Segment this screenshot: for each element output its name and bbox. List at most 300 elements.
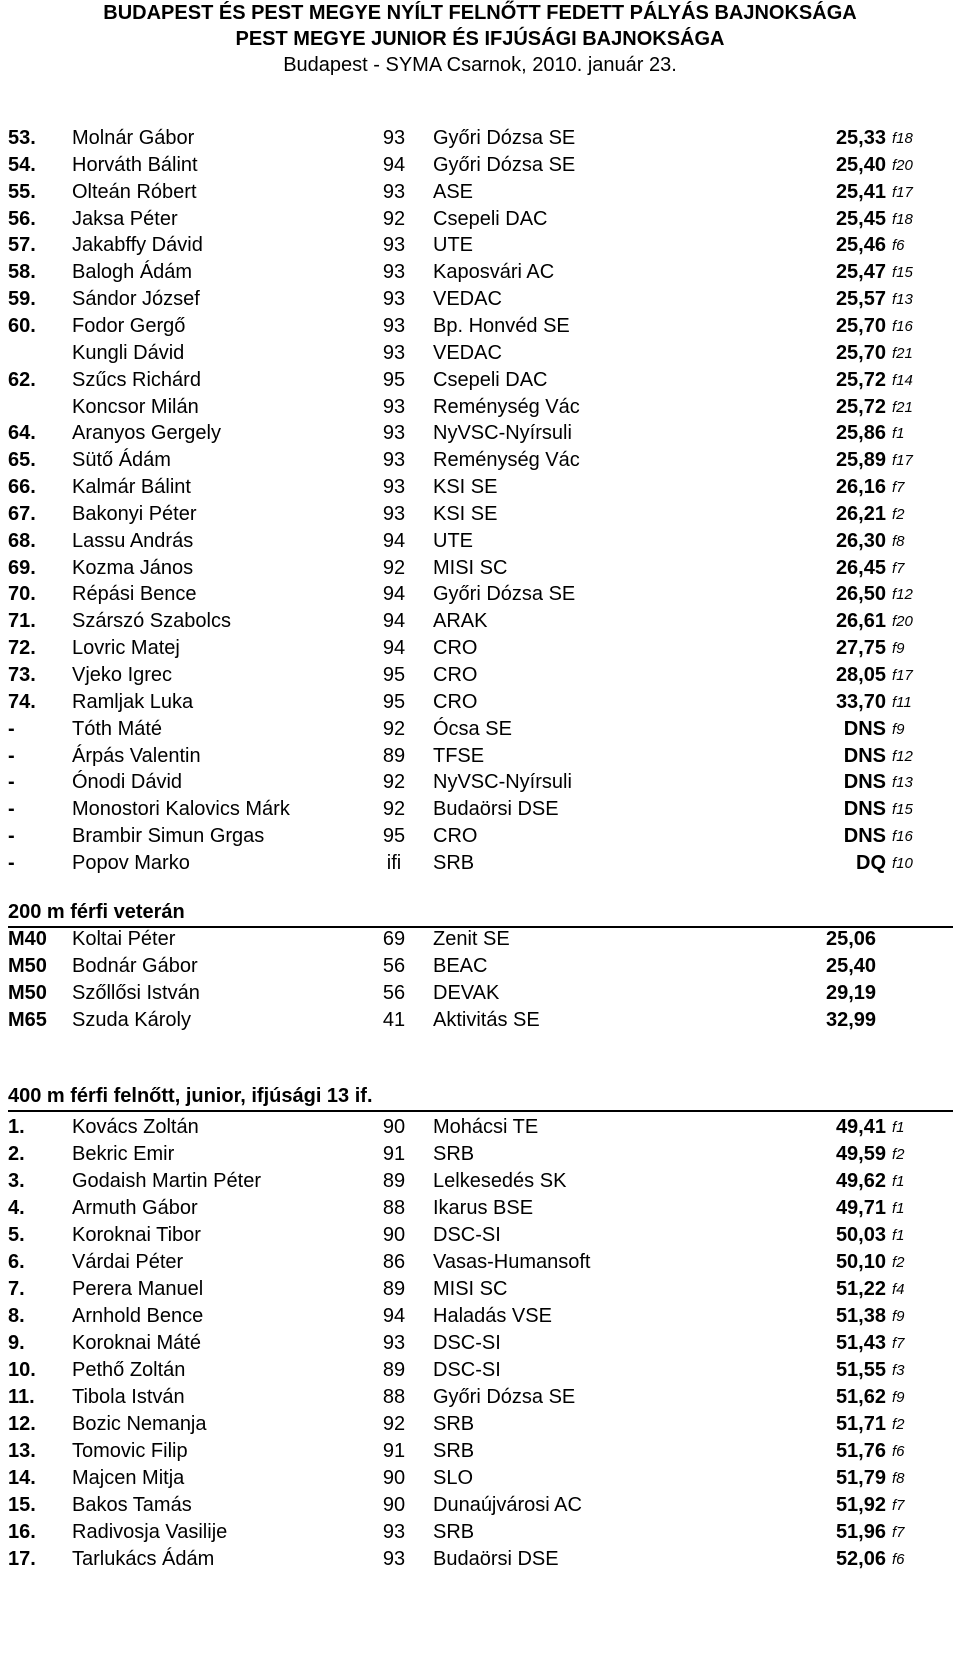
- result-row: [0, 1519, 960, 1546]
- result-time: 51,76: [835, 1440, 886, 1462]
- result-row: [0, 662, 960, 689]
- athlete-name: Sütő Ádám: [72, 449, 171, 472]
- result-time: 49,41: [835, 1116, 886, 1138]
- place: -: [8, 851, 15, 874]
- birth-year: 94: [382, 1305, 406, 1327]
- championship-title: BUDAPEST ÉS PEST MEGYE NYÍLT FELNŐTT FEDETT PÁLYÁS BAJNOKSÁGA: [103, 2, 857, 24]
- heat-number: f13: [892, 291, 913, 309]
- athlete-name: Fodor Gergő: [72, 314, 186, 337]
- result-row: [0, 394, 960, 421]
- result-row: [0, 1141, 960, 1168]
- club-name: SRB: [433, 1413, 475, 1435]
- place: 4.: [8, 1197, 25, 1219]
- heat-number: f14: [892, 371, 913, 389]
- athlete-name: Armuth Gábor: [72, 1197, 198, 1219]
- place: 74.: [8, 690, 36, 713]
- result-time: DNS: [843, 717, 886, 740]
- document-header: [0, 0, 960, 78]
- club-name: DEVAK: [433, 982, 500, 1004]
- club-name: VEDAC: [433, 288, 502, 311]
- heat-number: f1: [892, 1119, 905, 1136]
- club-name: Aktivitás SE: [433, 1009, 540, 1031]
- birth-year: 92: [382, 798, 406, 821]
- club-name: Csepeli DAC: [433, 368, 548, 391]
- birth-year: 95: [382, 690, 406, 713]
- junior-championship-title: PEST MEGYE JUNIOR ÉS IFJÚSÁGI BAJNOKSÁGA: [235, 28, 725, 50]
- heat-number: f9: [892, 720, 905, 738]
- heat-number: f16: [892, 828, 913, 846]
- category: M50: [8, 982, 47, 1004]
- athlete-name: Koncsor Milán: [72, 395, 199, 418]
- place: 65.: [8, 449, 36, 472]
- club-name: Ikarus BSE: [433, 1197, 534, 1219]
- result-row: [0, 1465, 960, 1492]
- result-time: 26,45: [835, 556, 886, 579]
- place: 64.: [8, 422, 36, 445]
- category: M65: [8, 1009, 47, 1031]
- result-row: [0, 743, 960, 770]
- result-row: [0, 581, 960, 608]
- birth-year: 92: [382, 1413, 406, 1435]
- heat-number: f2: [892, 1146, 905, 1163]
- place: -: [8, 771, 15, 794]
- place: 5.: [8, 1224, 25, 1246]
- birth-year: 93: [382, 449, 406, 472]
- birth-year: 94: [382, 153, 406, 176]
- athlete-name: Lovric Matej: [72, 637, 180, 660]
- heat-number: f21: [892, 344, 913, 362]
- heat-number: f13: [892, 774, 913, 792]
- result-row: [0, 608, 960, 635]
- result-row: [0, 528, 960, 555]
- place: 10.: [8, 1359, 36, 1381]
- result-time: 25,72: [835, 368, 886, 391]
- heat-number: f8: [892, 1470, 905, 1487]
- birth-year: 93: [382, 180, 406, 203]
- place: 9.: [8, 1332, 25, 1354]
- club-name: DSC-SI: [433, 1332, 501, 1354]
- heat-number: f9: [892, 1308, 905, 1325]
- place: 11.: [8, 1386, 35, 1408]
- place: 3.: [8, 1170, 25, 1192]
- birth-year: 86: [382, 1251, 406, 1273]
- result-row: [0, 259, 960, 286]
- result-time: 32,99: [826, 1009, 877, 1031]
- athlete-name: Szárszó Szabolcs: [72, 610, 231, 633]
- heat-number: f10: [892, 854, 913, 872]
- birth-year: 93: [382, 261, 406, 284]
- heat-number: f16: [892, 317, 913, 335]
- club-name: Zenit SE: [433, 928, 510, 950]
- place: 54.: [8, 153, 36, 176]
- athlete-name: Koroknai Tibor: [72, 1224, 201, 1246]
- birth-year: 56: [382, 955, 406, 977]
- birth-year: 92: [382, 556, 406, 579]
- result-time: 51,22: [835, 1278, 886, 1300]
- birth-year: 94: [382, 610, 406, 633]
- club-name: SRB: [433, 851, 475, 874]
- club-name: CRO: [433, 690, 478, 713]
- result-row: [0, 420, 960, 447]
- result-time: 25,40: [826, 955, 877, 977]
- place: 2.: [8, 1143, 25, 1165]
- result-time: 26,30: [835, 529, 886, 552]
- birth-year: 90: [382, 1116, 406, 1138]
- athlete-name: Répási Bence: [72, 583, 197, 606]
- place: 56.: [8, 207, 36, 230]
- club-name: Vasas-Humansoft: [433, 1251, 591, 1273]
- club-name: Kaposvári AC: [433, 261, 555, 284]
- result-time: 51,43: [835, 1332, 886, 1354]
- athlete-name: Molnár Gábor: [72, 127, 195, 149]
- result-time: DNS: [843, 771, 886, 794]
- result-time: 25,47: [835, 261, 886, 284]
- place: 73.: [8, 664, 36, 686]
- birth-year: 88: [382, 1386, 406, 1408]
- venue-date: Budapest - SYMA Csarnok, 2010. január 23.: [283, 54, 677, 76]
- heat-number: f7: [892, 479, 905, 497]
- place: 16.: [8, 1521, 36, 1543]
- place: 13.: [8, 1440, 36, 1462]
- place: 1.: [8, 1116, 25, 1138]
- result-time: 50,03: [835, 1224, 886, 1246]
- result-time: 26,16: [835, 476, 886, 499]
- place: -: [8, 717, 15, 740]
- athlete-name: Árpás Valentin: [72, 744, 201, 767]
- athlete-name: Aranyos Gergely: [72, 422, 221, 445]
- result-time: 26,61: [835, 610, 886, 633]
- result-row: [0, 1384, 960, 1411]
- place: 69.: [8, 556, 36, 579]
- club-name: TFSE: [433, 744, 485, 767]
- heat-number: f1: [892, 1227, 905, 1244]
- result-row: [0, 689, 960, 716]
- section-title-veteran: 200 m férfi veterán: [8, 898, 953, 928]
- athlete-name: Monostori Kalovics Márk: [72, 798, 290, 821]
- result-time: 25,57: [835, 288, 886, 311]
- heat-number: f2: [892, 1416, 905, 1433]
- result-row: [0, 1546, 960, 1573]
- birth-year: 94: [382, 583, 406, 606]
- result-time: 25,86: [835, 422, 886, 445]
- heat-number: f9: [892, 1389, 905, 1406]
- result-time: 27,75: [835, 637, 886, 660]
- athlete-name: Bodnár Gábor: [72, 955, 198, 977]
- birth-year: 93: [382, 1521, 406, 1543]
- athlete-name: Ónodi Dávid: [72, 771, 183, 794]
- club-name: UTE: [433, 529, 473, 552]
- result-time: 49,71: [835, 1197, 886, 1219]
- heat-number: f12: [892, 747, 913, 765]
- birth-year: 89: [382, 1170, 406, 1192]
- athlete-name: Ramljak Luka: [72, 690, 194, 713]
- result-row: [0, 125, 960, 152]
- heat-number: f17: [892, 452, 913, 470]
- result-time: 29,19: [826, 982, 877, 1004]
- athlete-name: Tomovic Filip: [72, 1440, 188, 1462]
- club-name: CRO: [433, 825, 478, 848]
- result-time: 28,05: [835, 664, 886, 686]
- result-time: 51,79: [835, 1467, 886, 1489]
- heat-number: f7: [892, 1497, 905, 1514]
- birth-year: 91: [382, 1440, 406, 1462]
- club-name: BEAC: [433, 955, 488, 977]
- result-time: 25,41: [835, 180, 886, 203]
- result-row: [0, 206, 960, 233]
- result-time: 26,50: [835, 583, 886, 606]
- athlete-name: Jakabffy Dávid: [72, 234, 203, 257]
- birth-year: 91: [382, 1143, 406, 1165]
- birth-year: 95: [382, 664, 406, 686]
- result-row: [0, 1276, 960, 1303]
- birth-year: 89: [382, 744, 406, 767]
- athlete-name: Bakos Tamás: [72, 1494, 192, 1516]
- club-name: NyVSC-Nyírsuli: [433, 422, 572, 445]
- result-time: 33,70: [835, 690, 886, 713]
- result-time: 52,06: [835, 1548, 886, 1570]
- birth-year: 90: [382, 1494, 406, 1516]
- athlete-name: Tarlukács Ádám: [72, 1548, 215, 1570]
- result-row: [0, 850, 960, 877]
- club-name: Győri Dózsa SE: [433, 1386, 576, 1408]
- heat-number: f11: [892, 693, 912, 711]
- result-row: [0, 313, 960, 340]
- birth-year: 93: [382, 288, 406, 311]
- result-time: DNS: [843, 798, 886, 821]
- result-row: [0, 179, 960, 206]
- club-name: SRB: [433, 1440, 475, 1462]
- result-time: 49,62: [835, 1170, 886, 1192]
- athlete-name: Popov Marko: [72, 851, 190, 874]
- athlete-name: Szűcs Richárd: [72, 368, 201, 391]
- athlete-name: Várdai Péter: [72, 1251, 184, 1273]
- birth-year: 93: [382, 314, 406, 337]
- result-row: [0, 1438, 960, 1465]
- birth-year: 93: [382, 1548, 406, 1570]
- result-row: [0, 1249, 960, 1276]
- result-time: 49,59: [835, 1143, 886, 1165]
- place: 70.: [8, 583, 36, 606]
- result-row: [0, 1195, 960, 1222]
- heat-number: f6: [892, 1551, 905, 1568]
- result-row: [0, 980, 960, 1007]
- club-name: UTE: [433, 234, 473, 257]
- athlete-name: Majcen Mitja: [72, 1467, 185, 1489]
- result-time: 25,72: [835, 395, 886, 418]
- athlete-name: Tóth Máté: [72, 717, 163, 740]
- club-name: Budaörsi DSE: [433, 1548, 559, 1570]
- heat-number: f17: [892, 667, 913, 684]
- birth-year: 92: [382, 207, 406, 230]
- club-name: CRO: [433, 637, 478, 660]
- club-name: DSC-SI: [433, 1359, 501, 1381]
- result-time: 25,45: [835, 207, 886, 230]
- place: 15.: [8, 1494, 36, 1516]
- category: M40: [8, 928, 47, 950]
- result-row: [0, 796, 960, 823]
- result-time: DNS: [843, 744, 886, 767]
- club-name: CRO: [433, 664, 478, 686]
- result-row: [0, 769, 960, 796]
- athlete-name: Tibola István: [72, 1386, 185, 1408]
- club-name: MISI SC: [433, 1278, 508, 1300]
- heat-number: f3: [892, 1362, 905, 1379]
- result-time: 25,06: [826, 928, 877, 950]
- athlete-name: Lassu András: [72, 529, 194, 552]
- club-name: Csepeli DAC: [433, 207, 548, 230]
- athlete-name: Kungli Dávid: [72, 341, 185, 364]
- place: 7.: [8, 1278, 25, 1300]
- category: M50: [8, 955, 47, 977]
- birth-year: ifi: [386, 851, 402, 874]
- place: 17.: [8, 1548, 36, 1570]
- heat-number: f17: [892, 183, 913, 201]
- section-title-400m: 400 m férfi felnőtt, junior, ifjúsági 13 if.: [8, 1082, 953, 1112]
- heat-number: f1: [892, 425, 905, 443]
- birth-year: 94: [382, 637, 406, 660]
- athlete-name: Godaish Martin Péter: [72, 1170, 261, 1192]
- result-time: 51,55: [835, 1359, 886, 1381]
- birth-year: 56: [382, 982, 406, 1004]
- athlete-name: Szőllősi István: [72, 982, 200, 1004]
- place: 57.: [8, 234, 36, 257]
- result-time: 26,21: [835, 502, 886, 525]
- result-row: [0, 501, 960, 528]
- club-name: KSI SE: [433, 476, 498, 499]
- result-row: [0, 1357, 960, 1384]
- club-name: Reménység Vác: [433, 395, 580, 418]
- athlete-name: Perera Manuel: [72, 1278, 204, 1300]
- place: -: [8, 744, 15, 767]
- birth-year: 93: [382, 1332, 406, 1354]
- athlete-name: Sándor József: [72, 288, 200, 311]
- birth-year: 93: [382, 476, 406, 499]
- athlete-name: Brambir Simun Grgas: [72, 825, 265, 848]
- athlete-name: Olteán Róbert: [72, 180, 197, 203]
- club-name: Győri Dózsa SE: [433, 127, 576, 149]
- result-row: [0, 286, 960, 313]
- birth-year: 90: [382, 1467, 406, 1489]
- club-name: SLO: [433, 1467, 474, 1489]
- result-time: 25,33: [835, 127, 886, 149]
- club-name: MISI SC: [433, 556, 508, 579]
- heat-number: f7: [892, 1335, 905, 1352]
- club-name: Dunaújvárosi AC: [433, 1494, 582, 1516]
- result-row: [0, 555, 960, 582]
- result-row: [0, 635, 960, 662]
- result-row: [0, 1007, 960, 1034]
- place: 72.: [8, 637, 36, 660]
- result-time: 25,40: [835, 153, 886, 176]
- athlete-name: Balogh Ádám: [72, 261, 193, 284]
- result-row: [0, 1114, 960, 1141]
- club-name: Budaörsi DSE: [433, 798, 559, 821]
- heat-number: f7: [892, 559, 905, 577]
- heat-number: f9: [892, 640, 905, 658]
- heat-number: f20: [892, 156, 913, 174]
- result-time: 25,89: [835, 449, 886, 472]
- result-time: 50,10: [835, 1251, 886, 1273]
- place: 71.: [8, 610, 36, 633]
- birth-year: 93: [382, 422, 406, 445]
- birth-year: 95: [382, 825, 406, 848]
- birth-year: 89: [382, 1359, 406, 1381]
- result-time: 25,46: [835, 234, 886, 257]
- place: 6.: [8, 1251, 25, 1273]
- heat-number: f21: [892, 398, 913, 416]
- result-row: [0, 1411, 960, 1438]
- heat-number: f8: [892, 532, 905, 550]
- birth-year: 93: [382, 341, 406, 364]
- heat-number: f4: [892, 1281, 905, 1298]
- athlete-name: Szuda Károly: [72, 1009, 191, 1031]
- birth-year: 69: [382, 928, 406, 950]
- place: 62.: [8, 368, 36, 391]
- heat-number: f6: [892, 237, 905, 255]
- birth-year: 90: [382, 1224, 406, 1246]
- birth-year: 95: [382, 368, 406, 391]
- athlete-name: Vjeko Igrec: [72, 664, 173, 686]
- result-time: 51,96: [835, 1521, 886, 1543]
- club-name: ASE: [433, 180, 474, 203]
- place: 55.: [8, 180, 36, 203]
- place: -: [8, 798, 15, 821]
- club-name: SRB: [433, 1521, 475, 1543]
- result-time: 25,70: [835, 314, 886, 337]
- result-row: [0, 1222, 960, 1249]
- heat-number: f1: [892, 1173, 905, 1190]
- result-time: 51,92: [835, 1494, 886, 1516]
- result-row: [0, 716, 960, 743]
- athlete-name: Jaksa Péter: [72, 207, 178, 230]
- club-name: Győri Dózsa SE: [433, 153, 576, 176]
- place: 67.: [8, 502, 36, 525]
- place: 58.: [8, 261, 36, 284]
- club-name: KSI SE: [433, 502, 498, 525]
- result-row: [0, 823, 960, 850]
- place: 66.: [8, 476, 36, 499]
- athlete-name: Koltai Péter: [72, 928, 176, 950]
- club-name: Győri Dózsa SE: [433, 583, 576, 606]
- club-name: DSC-SI: [433, 1224, 501, 1246]
- result-row: [0, 367, 960, 394]
- club-name: Bp. Honvéd SE: [433, 314, 570, 337]
- athlete-name: Koroknai Máté: [72, 1332, 201, 1354]
- result-row: [0, 447, 960, 474]
- place: -: [8, 825, 15, 848]
- athlete-name: Arnhold Bence: [72, 1305, 204, 1327]
- club-name: VEDAC: [433, 341, 502, 364]
- heat-number: f15: [892, 264, 913, 282]
- result-time: 51,62: [835, 1386, 886, 1408]
- birth-year: 41: [382, 1009, 406, 1031]
- heat-number: f20: [892, 613, 913, 631]
- place: 14.: [8, 1467, 36, 1489]
- birth-year: 92: [382, 717, 406, 740]
- heat-number: f7: [892, 1524, 905, 1541]
- result-row: [0, 152, 960, 179]
- place: 12.: [8, 1413, 36, 1435]
- birth-year: 93: [382, 234, 406, 257]
- result-time: 51,71: [835, 1413, 886, 1435]
- athlete-name: Bakonyi Péter: [72, 502, 197, 525]
- athlete-name: Kozma János: [72, 556, 194, 579]
- result-time: DNS: [843, 825, 886, 848]
- birth-year: 89: [382, 1278, 406, 1300]
- result-time: 25,70: [835, 341, 886, 364]
- heat-number: f12: [892, 586, 913, 604]
- birth-year: 93: [382, 395, 406, 418]
